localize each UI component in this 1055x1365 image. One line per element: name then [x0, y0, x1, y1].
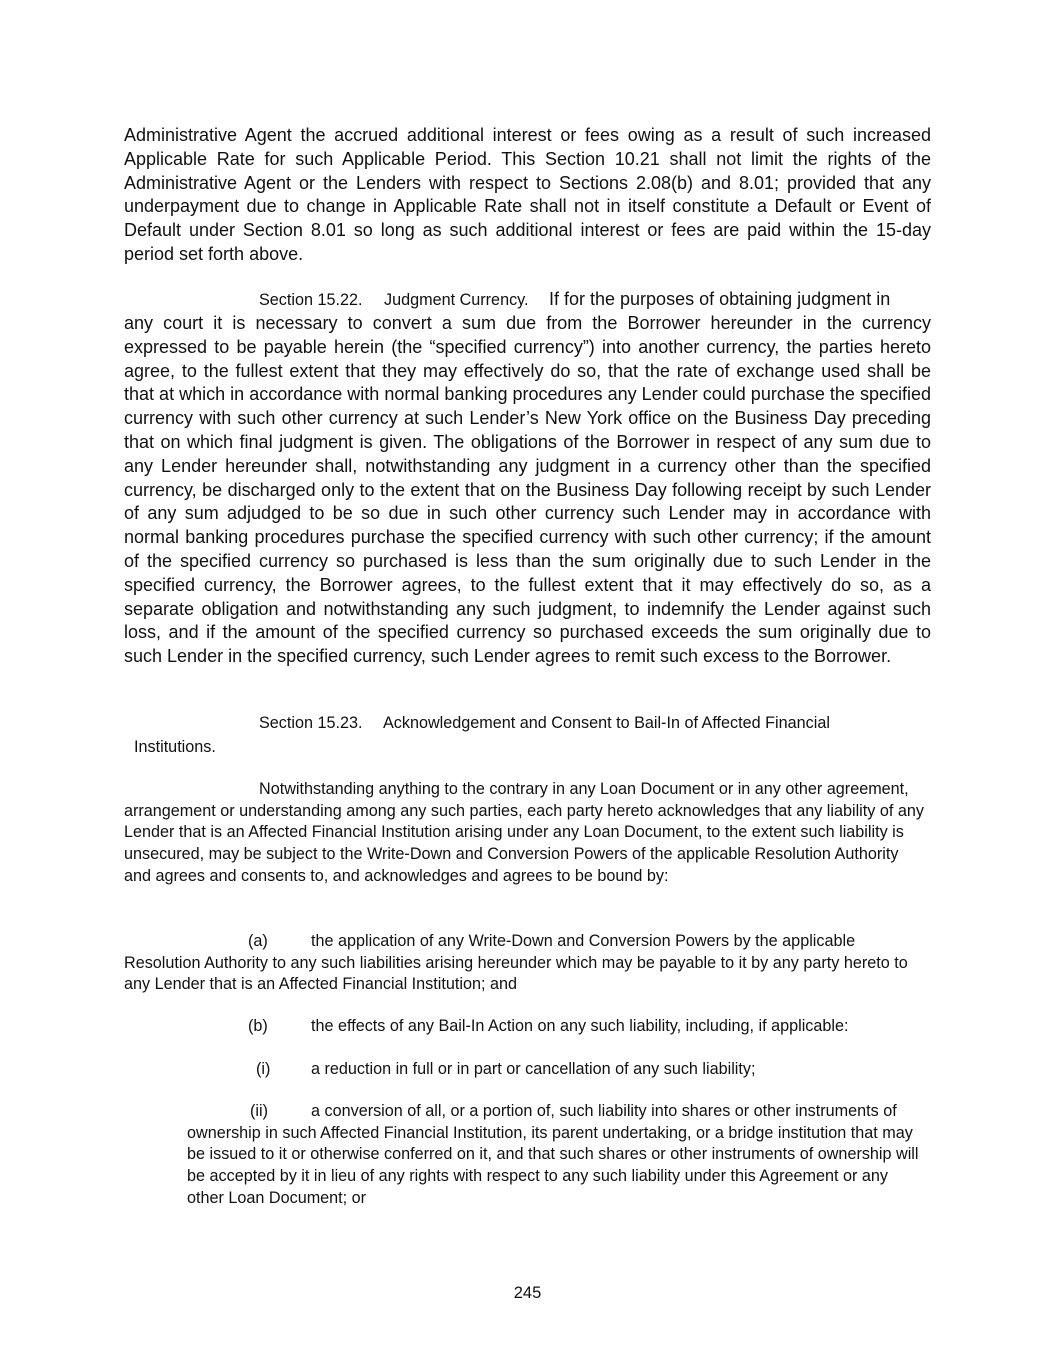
section-15-23-title-continued: Institutions. [134, 738, 216, 756]
item-i-label: (i) [256, 1060, 271, 1078]
section-15-23-title: Acknowledgement and Consent to Bail-In of Affected Financial [383, 714, 830, 732]
item-i-text: a reduction in full or in part or cancellation of any such liability; [311, 1060, 756, 1078]
section-15-22-body: any court it is necessary to convert a sum due from the Borrower hereunder in the currency expressed to be payable herein (the “specified currency”) into another currency, the parties hereto agree, to the fullest extent that they may effectively do so, that the rate of exchange used shall be that at which in accordance with normal banking procedures any Lender could purchase the specified currency with such other currency at such Lender’s New York office on the Business Day preceding that on which final judgment is given. The obligations of the Borrower in respect of any sum due to any Lender hereunder shall, notwithstanding any judgment in a currency other than the specified currency, be discharged only to the extent that on the Business Day following receipt by such Lender of any sum adjudged to be so due in such other currency such Lender may in accordance with normal banking procedures purchase the specified currency with such other currency; if the amount of the specified currency so purchased is less than the sum originally due to such Lender in the specified currency, the Borrower agrees, to the fullest extent that it may effectively do so, as a separate obligation and notwithstanding any such judgment, to indemnify the Lender against such loss, and if the amount of the specified currency so purchased exceeds the sum originally due to such Lender in the specified currency, such Lender agrees to remit such excess to the Borrower. [124, 313, 931, 667]
section-15-22-title: Judgment Currency. [384, 291, 529, 309]
item-b-label: (b) [248, 1017, 268, 1035]
item-ii-label: (ii) [250, 1102, 268, 1120]
intro-paragraph: Administrative Agent the accrued additional interest or fees owing as a result of such increased Applicable Rate for such Applicable Period. This Section 10.21 shall not limit the rights of the Administrative Agent or the Lenders with respect to Sections 2.08(b) and 8.01; provided that any underpayment due to change in Applicable Rate shall not in itself constitute a Default or Event of Default under Section 8.01 so long as such additional interest or fees are paid within the 15-day period set forth above. [124, 125, 931, 264]
page-number: 245 [513, 1284, 542, 1302]
item-b-text: the effects of any Bail-In Action on any such liability, including, if applicable: [311, 1017, 849, 1035]
section-15-23-body-text: Notwithstanding anything to the contrary in any Loan Document or in any other agreement, arrangement or understanding among any such parties, each party hereto acknowledges that any liability of any Lender that is an Affected Financial Institution arising under any Loan Document, to the extent such liability is unsecured, may be subject to the Write-Down and Conversion Powers of the applicable Resolution Authority and agrees and consents to, and acknowledges and agrees to be bound by: [124, 780, 924, 885]
item-ii-text: a conversion of all, or a portion of, such liability into shares or other instruments of ownership in such Affected Financial Institution, its parent undertaking, or a bridge institution that may be issued to it or otherwise conferred on it, and that such shares or other instruments of ownership will be accepted by it in lieu of any rights with respect to any such liability under this Agreement or any other Loan Document; or [187, 1102, 919, 1207]
section-15-22-first-line: If for the purposes of obtaining judgment in [549, 289, 891, 309]
item-a-text: the application of any Write-Down and Conversion Powers by the applicable Resolution Authority to any such liabilities arising hereunder which may be payable to it by any party hereto to any Lender that is an Affected Financial Institution; and [124, 932, 908, 994]
section-15-23-body [124, 779, 924, 888]
item-a-label: (a) [248, 932, 268, 950]
section-15-23-number: Section 15.23. [259, 714, 363, 732]
section-15-22-number: Section 15.22. [259, 291, 363, 309]
